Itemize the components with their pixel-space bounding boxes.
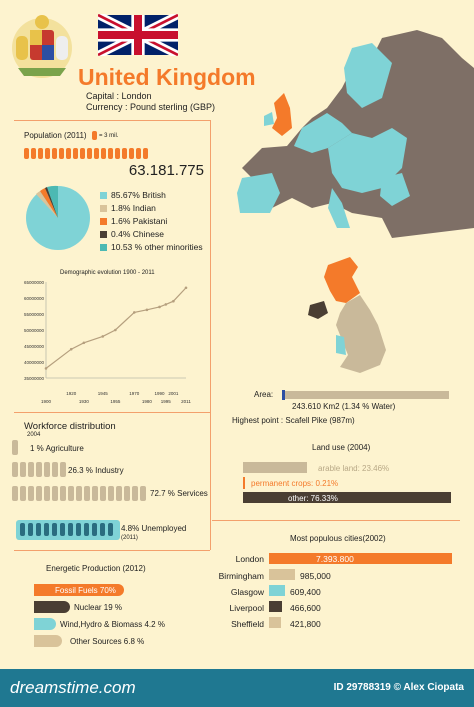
agriculture-label: 1 % Agriculture: [30, 444, 84, 453]
city-value-liverpool: 466,600: [290, 603, 321, 613]
city-name-sheffield: Sheffield: [231, 619, 264, 629]
workforce-heading: Workforce distribution: [24, 421, 116, 432]
data-point: [114, 329, 117, 332]
energy-label-nuclear: Nuclear 19 %: [74, 603, 123, 612]
energy-label-other: Other Sources 6.8 %: [70, 637, 145, 646]
area-water-marker: [282, 390, 285, 400]
y-tick-label: 45000000: [23, 344, 44, 349]
population-pie-chart: [20, 182, 98, 252]
legend-label: 0.4% Chinese: [111, 229, 164, 239]
uk-flag-icon: [98, 14, 178, 56]
legend-swatch: [100, 231, 107, 238]
land-arable-bar: [243, 462, 307, 473]
energy-heading: Energetic Production (2012): [46, 564, 146, 573]
city-bar-glasgow: [269, 585, 285, 596]
unemployed-icons: [16, 520, 120, 540]
data-point: [185, 286, 188, 289]
y-tick-label: 40000000: [23, 360, 44, 365]
y-tick-label: 55000000: [23, 312, 44, 317]
legend-label: 1.6% Pakistani: [111, 216, 168, 226]
coat-of-arms-icon: [8, 10, 76, 82]
y-tick-label: 60000000: [23, 296, 44, 301]
y-tick-label: 65000000: [23, 280, 44, 285]
legend-chinese: [100, 229, 164, 239]
highest-point: Highest point : Scafell Pike (987m): [232, 416, 355, 425]
area-value: 243.610 Km2 (1.34 % Water): [292, 402, 396, 411]
legend-swatch: [100, 192, 107, 199]
x-tick-label: 1995: [160, 399, 171, 404]
area-bar: [282, 391, 449, 399]
land-other-bar: [243, 492, 451, 503]
series-line: [46, 288, 186, 369]
legend-swatch: [100, 244, 107, 251]
people-icons: [24, 146, 159, 160]
land-other-label: other: 76.33%: [288, 494, 338, 503]
footer-bar: [0, 669, 474, 707]
city-name-liverpool: Liverpool: [229, 603, 264, 613]
legend-swatch: [100, 205, 107, 212]
energy-label-renewable: Wind,Hydro & Biomass 4.2 %: [60, 620, 165, 629]
data-point: [83, 342, 86, 345]
data-point: [172, 300, 175, 303]
europe-map: [232, 28, 474, 238]
x-tick-label: 1990: [154, 391, 165, 396]
legend-swatch: [100, 218, 107, 225]
land-arable-label: arable land: 23.46%: [318, 464, 390, 473]
legend-pakistani: [100, 216, 167, 226]
demographic-line-chart: [14, 278, 194, 408]
x-tick-label: 2001: [168, 391, 179, 396]
city-name-birmingham: Birmingham: [218, 571, 264, 581]
land-permanent-label: permanent crops: 0.21%: [251, 479, 339, 488]
x-tick-label: 2011: [181, 399, 191, 404]
population-heading: Population (2011): [24, 131, 87, 140]
x-tick-label: 1980: [141, 399, 152, 404]
city-bar-sheffield: [269, 617, 281, 628]
data-point: [158, 306, 161, 309]
legend-indian: [100, 203, 156, 213]
page-title: United Kingdom: [78, 64, 256, 90]
energy-label-fossil: Fossil Fuels 70%: [55, 586, 116, 595]
unemployed-label: 4.8% Unemployed: [121, 524, 187, 533]
data-point: [101, 335, 104, 338]
footer-brand: dreamstime.com: [10, 678, 136, 697]
population-value: 63.181.775: [128, 162, 204, 179]
data-point: [45, 367, 48, 370]
city-bar-london: [269, 553, 452, 564]
land-use-heading: Land use (2004): [312, 443, 371, 452]
city-value-birmingham: 985,000: [300, 571, 331, 581]
y-tick-label: 35000000: [23, 376, 44, 381]
data-point: [165, 303, 168, 306]
legend-other: [100, 242, 203, 252]
energy-bar-renewable: [34, 618, 56, 630]
city-value-sheffield: 421,800: [290, 619, 321, 629]
industry-label: 26.3 % Industry: [68, 466, 124, 475]
area-label: Area:: [254, 390, 274, 399]
land-permanent-marker: [243, 477, 245, 489]
city-name-glasgow: Glasgow: [230, 587, 264, 597]
energy-bar-nuclear: [34, 601, 70, 613]
x-tick-label: 1930: [78, 399, 89, 404]
x-tick-label: 1900: [40, 399, 52, 404]
energy-bar-other: [34, 635, 62, 647]
city-name-london: London: [235, 554, 264, 564]
city-bar-birmingham: [269, 569, 295, 580]
x-tick-label: 1920: [66, 391, 77, 396]
x-tick-label: 1970: [129, 391, 140, 396]
x-tick-label: 1945: [97, 391, 108, 396]
legend-british: [100, 190, 166, 200]
legend-label: 10.53 % other minorities: [111, 242, 203, 252]
data-point: [70, 348, 73, 351]
currency-text: Currency : Pound sterling (GBP): [86, 102, 216, 112]
cities-heading: Most populous cities(2002): [290, 534, 386, 543]
city-bar-liverpool: [269, 601, 282, 612]
legend-label: 1.8% Indian: [111, 203, 156, 213]
city-value-london: 7.393.800: [316, 554, 354, 564]
capital-text: Capital : London: [86, 91, 152, 101]
uk-map: [300, 255, 400, 380]
population-scale-note: = 3 mil.: [99, 133, 119, 139]
y-tick-label: 50000000: [23, 328, 44, 333]
footer-id: ID 29788319 © Alex Ciopata: [333, 682, 464, 693]
data-point: [146, 309, 149, 312]
chart-title: Demographic evolution 1900 - 2011: [60, 270, 155, 276]
person-scale-icon: [92, 131, 97, 140]
x-tick-label: 1955: [110, 399, 121, 404]
unemployed-year: (2011): [121, 535, 138, 541]
data-point: [133, 311, 136, 314]
legend-label: 85.67% British: [111, 190, 166, 200]
services-label: 72.7 % Services: [150, 489, 208, 498]
workforce-year: 2004: [27, 432, 41, 438]
city-value-glasgow: 609,400: [290, 587, 321, 597]
